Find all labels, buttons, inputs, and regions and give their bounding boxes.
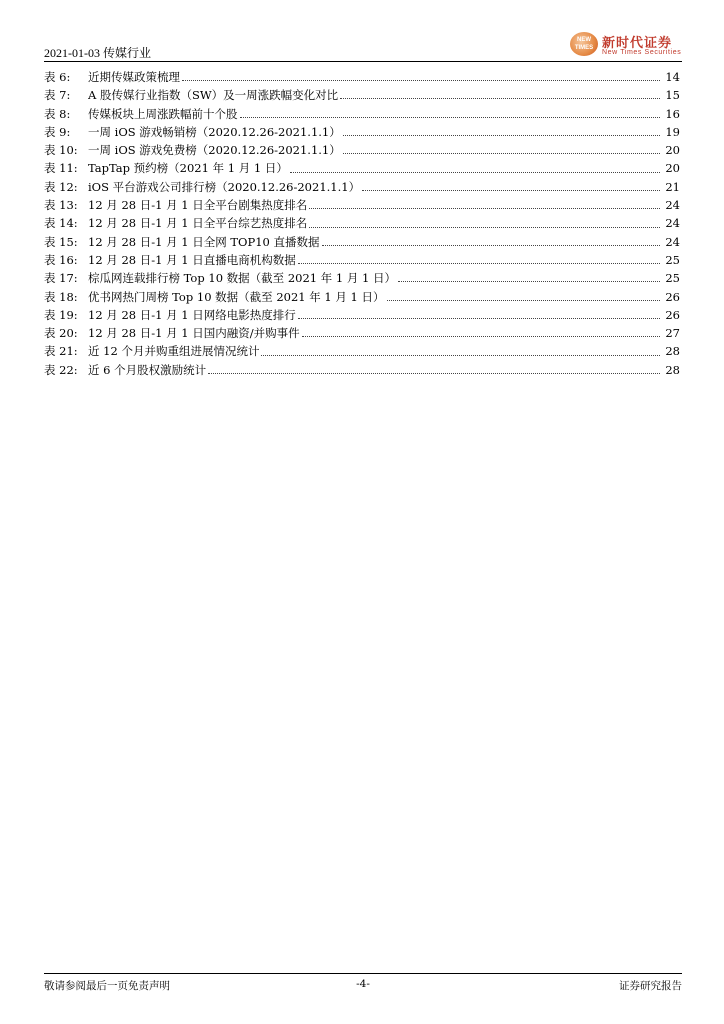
toc-entry[interactable] [44, 233, 680, 251]
toc-entry-page[interactable]: 25 [665, 271, 680, 286]
toc-entry-title[interactable]: 棕瓜网连载排行榜 Top 10 数据（截至 2021 年 1 月 1 日） [88, 271, 396, 286]
toc-dot-leader [322, 244, 661, 246]
toc-dot-leader [340, 97, 660, 99]
toc-dot-leader [343, 134, 660, 136]
toc-entry-page[interactable]: 20 [665, 143, 680, 158]
toc-entry-page[interactable]: 14 [665, 70, 680, 84]
toc-entry-page[interactable]: 15 [665, 88, 680, 103]
toc-entry-page[interactable]: 16 [665, 106, 680, 121]
toc-entry[interactable] [44, 251, 680, 269]
toc-entry[interactable] [44, 68, 680, 86]
toc-entry-page[interactable]: 21 [665, 179, 680, 194]
toc-entry[interactable] [44, 306, 680, 324]
toc-entry-title[interactable]: 一周 iOS 游戏畅销榜（2020.12.26-2021.1.1） [88, 124, 341, 139]
toc-dot-leader [309, 207, 660, 209]
toc-entry-page[interactable]: 27 [665, 326, 680, 341]
toc-entry-title[interactable]: 近期传媒政策梳理 [88, 70, 180, 84]
toc-entry[interactable] [44, 105, 680, 123]
toc-dot-leader [290, 171, 660, 173]
page-footer [44, 978, 682, 994]
logo-badge-icon: NEW TIMES [570, 32, 598, 56]
toc-entry-number: 表 20: [44, 326, 78, 341]
toc-entry-title[interactable]: 传媒板块上周涨跌幅前十个股 [88, 106, 238, 121]
logo-cn-name: 新时代证券 [602, 36, 673, 51]
toc-entry-page[interactable]: 26 [665, 289, 680, 304]
toc-entry-title[interactable]: 12 月 28 日-1 月 1 日网络电影热度排行 [88, 307, 296, 322]
toc-entry[interactable] [44, 269, 680, 287]
toc-entry-page[interactable]: 19 [665, 124, 680, 139]
toc-dot-leader [182, 79, 660, 81]
toc-entry-title[interactable]: 近 12 个月并购重组进展情况统计 [88, 344, 260, 359]
toc-entry[interactable] [44, 342, 680, 360]
toc-entry-page[interactable]: 24 [665, 234, 680, 249]
disclaimer-note: 敬请参阅最后一页免责声明 [44, 980, 170, 992]
toc-entry-number: 表 17: [44, 271, 78, 286]
report-type: 证券研究报告 [619, 980, 682, 992]
table-of-contents [44, 68, 680, 379]
toc-dot-leader [398, 280, 660, 282]
toc-entry-title[interactable]: 12 月 28 日-1 月 1 日全平台综艺热度排名 [88, 216, 308, 231]
toc-entry-number: 表 12: [44, 179, 78, 194]
toc-entry-number: 表 22: [44, 362, 78, 377]
toc-entry[interactable] [44, 178, 680, 196]
toc-entry-page[interactable]: 26 [665, 307, 680, 322]
toc-entry-title[interactable]: 12 月 28 日-1 月 1 日全网 TOP10 直播数据 [88, 234, 320, 249]
toc-entry-page[interactable]: 24 [665, 198, 680, 213]
toc-dot-leader [298, 262, 660, 264]
toc-dot-leader [302, 335, 660, 337]
toc-entry[interactable] [44, 324, 680, 342]
toc-entry-title[interactable]: TapTap 预约榜（2021 年 1 月 1 日） [88, 161, 288, 176]
toc-entry[interactable] [44, 86, 680, 104]
page-header [44, 36, 682, 62]
toc-dot-leader [387, 299, 661, 301]
toc-entry-number: 表 18: [44, 289, 78, 304]
toc-entry[interactable] [44, 288, 680, 306]
toc-dot-leader [298, 317, 660, 319]
toc-entry-title[interactable]: 优书网热门周榜 Top 10 数据（截至 2021 年 1 月 1 日） [88, 289, 385, 304]
toc-entry[interactable] [44, 123, 680, 141]
toc-entry-number: 表 8: [44, 106, 71, 121]
toc-entry-title[interactable]: 12 月 28 日-1 月 1 日全平台剧集热度排名 [88, 198, 308, 213]
toc-entry-number: 表 15: [44, 234, 78, 249]
toc-entry-number: 表 16: [44, 252, 78, 267]
toc-entry[interactable] [44, 361, 680, 379]
toc-entry-page[interactable]: 28 [665, 362, 680, 377]
toc-entry[interactable] [44, 141, 680, 159]
company-logo [570, 32, 682, 60]
toc-entry-page[interactable]: 24 [665, 216, 680, 231]
toc-entry-title[interactable]: 近 6 个月股权激励统计 [88, 362, 207, 377]
header-divider [44, 61, 682, 62]
toc-dot-leader [343, 152, 660, 154]
toc-dot-leader [309, 226, 660, 228]
toc-entry-title[interactable]: A 股传媒行业指数（SW）及一周涨跌幅变化对比 [88, 88, 339, 103]
toc-entry-page[interactable]: 28 [665, 344, 680, 359]
header-date-industry: 2021-01-03 传媒行业 [44, 46, 151, 60]
toc-entry-title[interactable]: 12 月 28 日-1 月 1 日国内融资/并购事件 [88, 326, 300, 341]
toc-entry-number: 表 10: [44, 143, 78, 158]
toc-entry-title[interactable]: 12 月 28 日-1 月 1 日直播电商机构数据 [88, 252, 296, 267]
toc-entry-number: 表 9: [44, 124, 71, 139]
toc-entry-number: 表 13: [44, 198, 78, 213]
toc-entry-number: 表 14: [44, 216, 78, 231]
toc-entry-page[interactable]: 20 [665, 161, 680, 176]
toc-dot-leader [261, 354, 660, 356]
toc-dot-leader [240, 116, 661, 118]
toc-dot-leader [208, 372, 660, 374]
logo-en-name: New Times Securities [602, 49, 682, 56]
toc-entry[interactable] [44, 214, 680, 232]
toc-entry-number: 表 21: [44, 344, 78, 359]
footer-divider [44, 973, 682, 974]
toc-entry-number: 表 19: [44, 307, 78, 322]
toc-entry-page[interactable]: 25 [665, 252, 680, 267]
page-number: -4- [356, 978, 370, 990]
toc-entry-title[interactable]: 一周 iOS 游戏免费榜（2020.12.26-2021.1.1） [88, 143, 341, 158]
toc-dot-leader [362, 189, 660, 191]
toc-entry-title[interactable]: iOS 平台游戏公司排行榜（2020.12.26-2021.1.1） [88, 179, 361, 194]
toc-entry-number: 表 6: [44, 70, 71, 84]
toc-entry[interactable] [44, 196, 680, 214]
toc-entry-number: 表 7: [44, 88, 71, 103]
toc-entry-number: 表 11: [44, 161, 78, 176]
toc-entry[interactable] [44, 159, 680, 177]
